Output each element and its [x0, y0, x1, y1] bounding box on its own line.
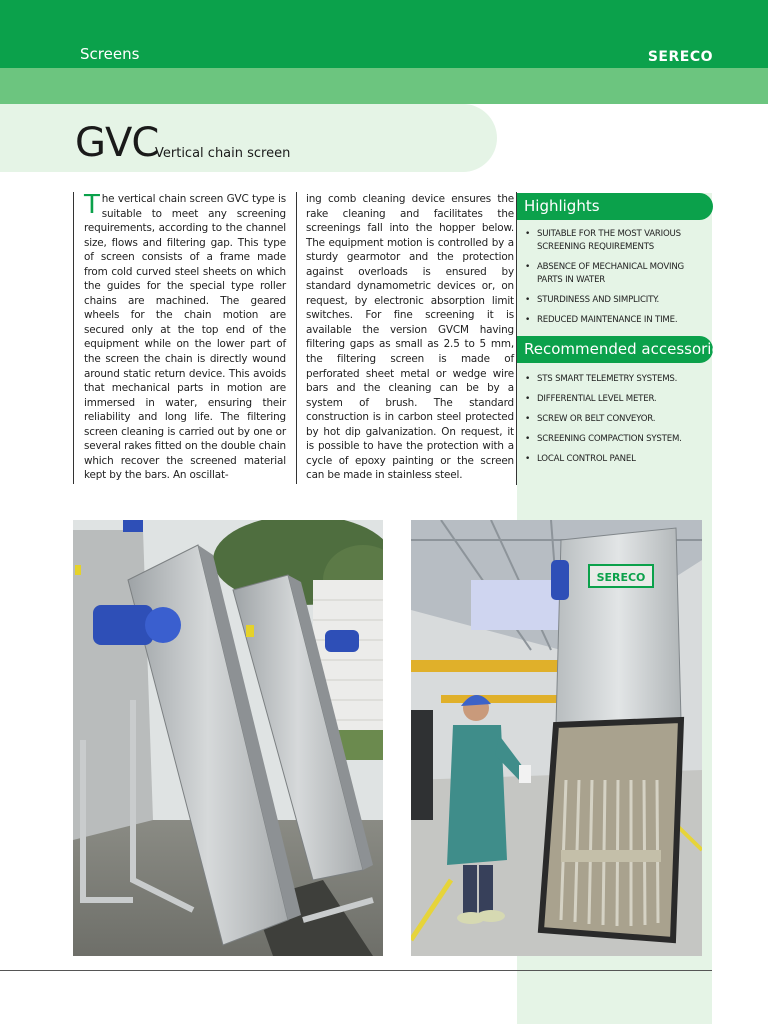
- list-item: • STS SMART TELEMETRY SYSTEMS.: [523, 373, 709, 386]
- brand-logo-text: SERECO: [647, 49, 713, 65]
- body-column-1: [73, 192, 286, 484]
- body-column-2: [296, 192, 514, 484]
- motor-icon: [551, 560, 569, 600]
- list-item: • LOCAL CONTROL PANEL: [523, 453, 709, 466]
- list-item: • ABSENCE OF MECHANICAL MOVING PARTS IN WATER: [523, 261, 709, 287]
- list-item: • SUITABLE FOR THE MOST VARIOUS SCREENING REQUIREMENTS: [523, 228, 709, 254]
- list-item: • REDUCED MAINTENANCE IN TIME.: [523, 314, 709, 327]
- page-title: GVC: [75, 120, 159, 166]
- body-text-2: ing comb cleaning device ensures the rake cleaning and facilitates the screenings fall into the hopper below. The equipment motion is controlled by a sturdy gearmotor and the protection against overloads is ensured by standard dynamometric devices or, on request, by electronic absorption limit switches. For fine screening it is available the version GVCM having filtering gaps as small as 2.5 to 5 mm, the filtering screen is made of perforated sheet metal or wedge wire bars and the cleaning can be by a system of brush. The standard construction is in carbon steel protected by hot dip galvanization. On request, it is possible to have the protection with a cycle of epoxy painting or the screen can be made in stainless steel.: [306, 193, 514, 482]
- header-subband: [0, 68, 768, 104]
- column-divider: [516, 192, 517, 485]
- footer-rule: [0, 970, 712, 971]
- drop-cap: T: [84, 190, 100, 220]
- photo-outdoor-illustration: [73, 520, 383, 956]
- list-item: • SCREENING COMPACTION SYSTEM.: [523, 433, 709, 446]
- accessories-list: [523, 373, 709, 473]
- sereco-sign-text: SERECO: [596, 571, 646, 584]
- page-subtitle: Vertical chain screen: [155, 146, 291, 161]
- list-item: • SCREW OR BELT CONVEYOR.: [523, 413, 709, 426]
- highlights-heading: Highlights: [517, 193, 713, 220]
- list-item: • STURDINESS AND SIMPLICITY.: [523, 294, 709, 307]
- list-item: • DIFFERENTIAL LEVEL METER.: [523, 393, 709, 406]
- section-label: Screens: [80, 45, 140, 63]
- body-text-1: he vertical chain screen GVC type is suitable to meet any screening requirements, according to the channel size, flows and filtering gap. This type of screen consists of a frame made from cold curved steel sheets on which the guides for the special type roller chains are machined. The geared wheels for the chain motion are secured only at the top end of the equipment while on the lower part of the screen the chain is directly wound around static return device. This avoids that mechanical parts in motion are immersed in water, ensuring their reliability and long life. The filtering screen cleaning is carried out by one or several rakes fitted on the double chain which recover the screened material kept by the bars. An oscillat-: [84, 193, 286, 482]
- highlights-list: [523, 228, 709, 334]
- photo-outdoor-screens: [73, 520, 383, 956]
- photo-factory-screen: [411, 520, 702, 956]
- accessories-heading: Recommended accessories: [517, 336, 713, 363]
- photo-factory-illustration: [411, 520, 702, 956]
